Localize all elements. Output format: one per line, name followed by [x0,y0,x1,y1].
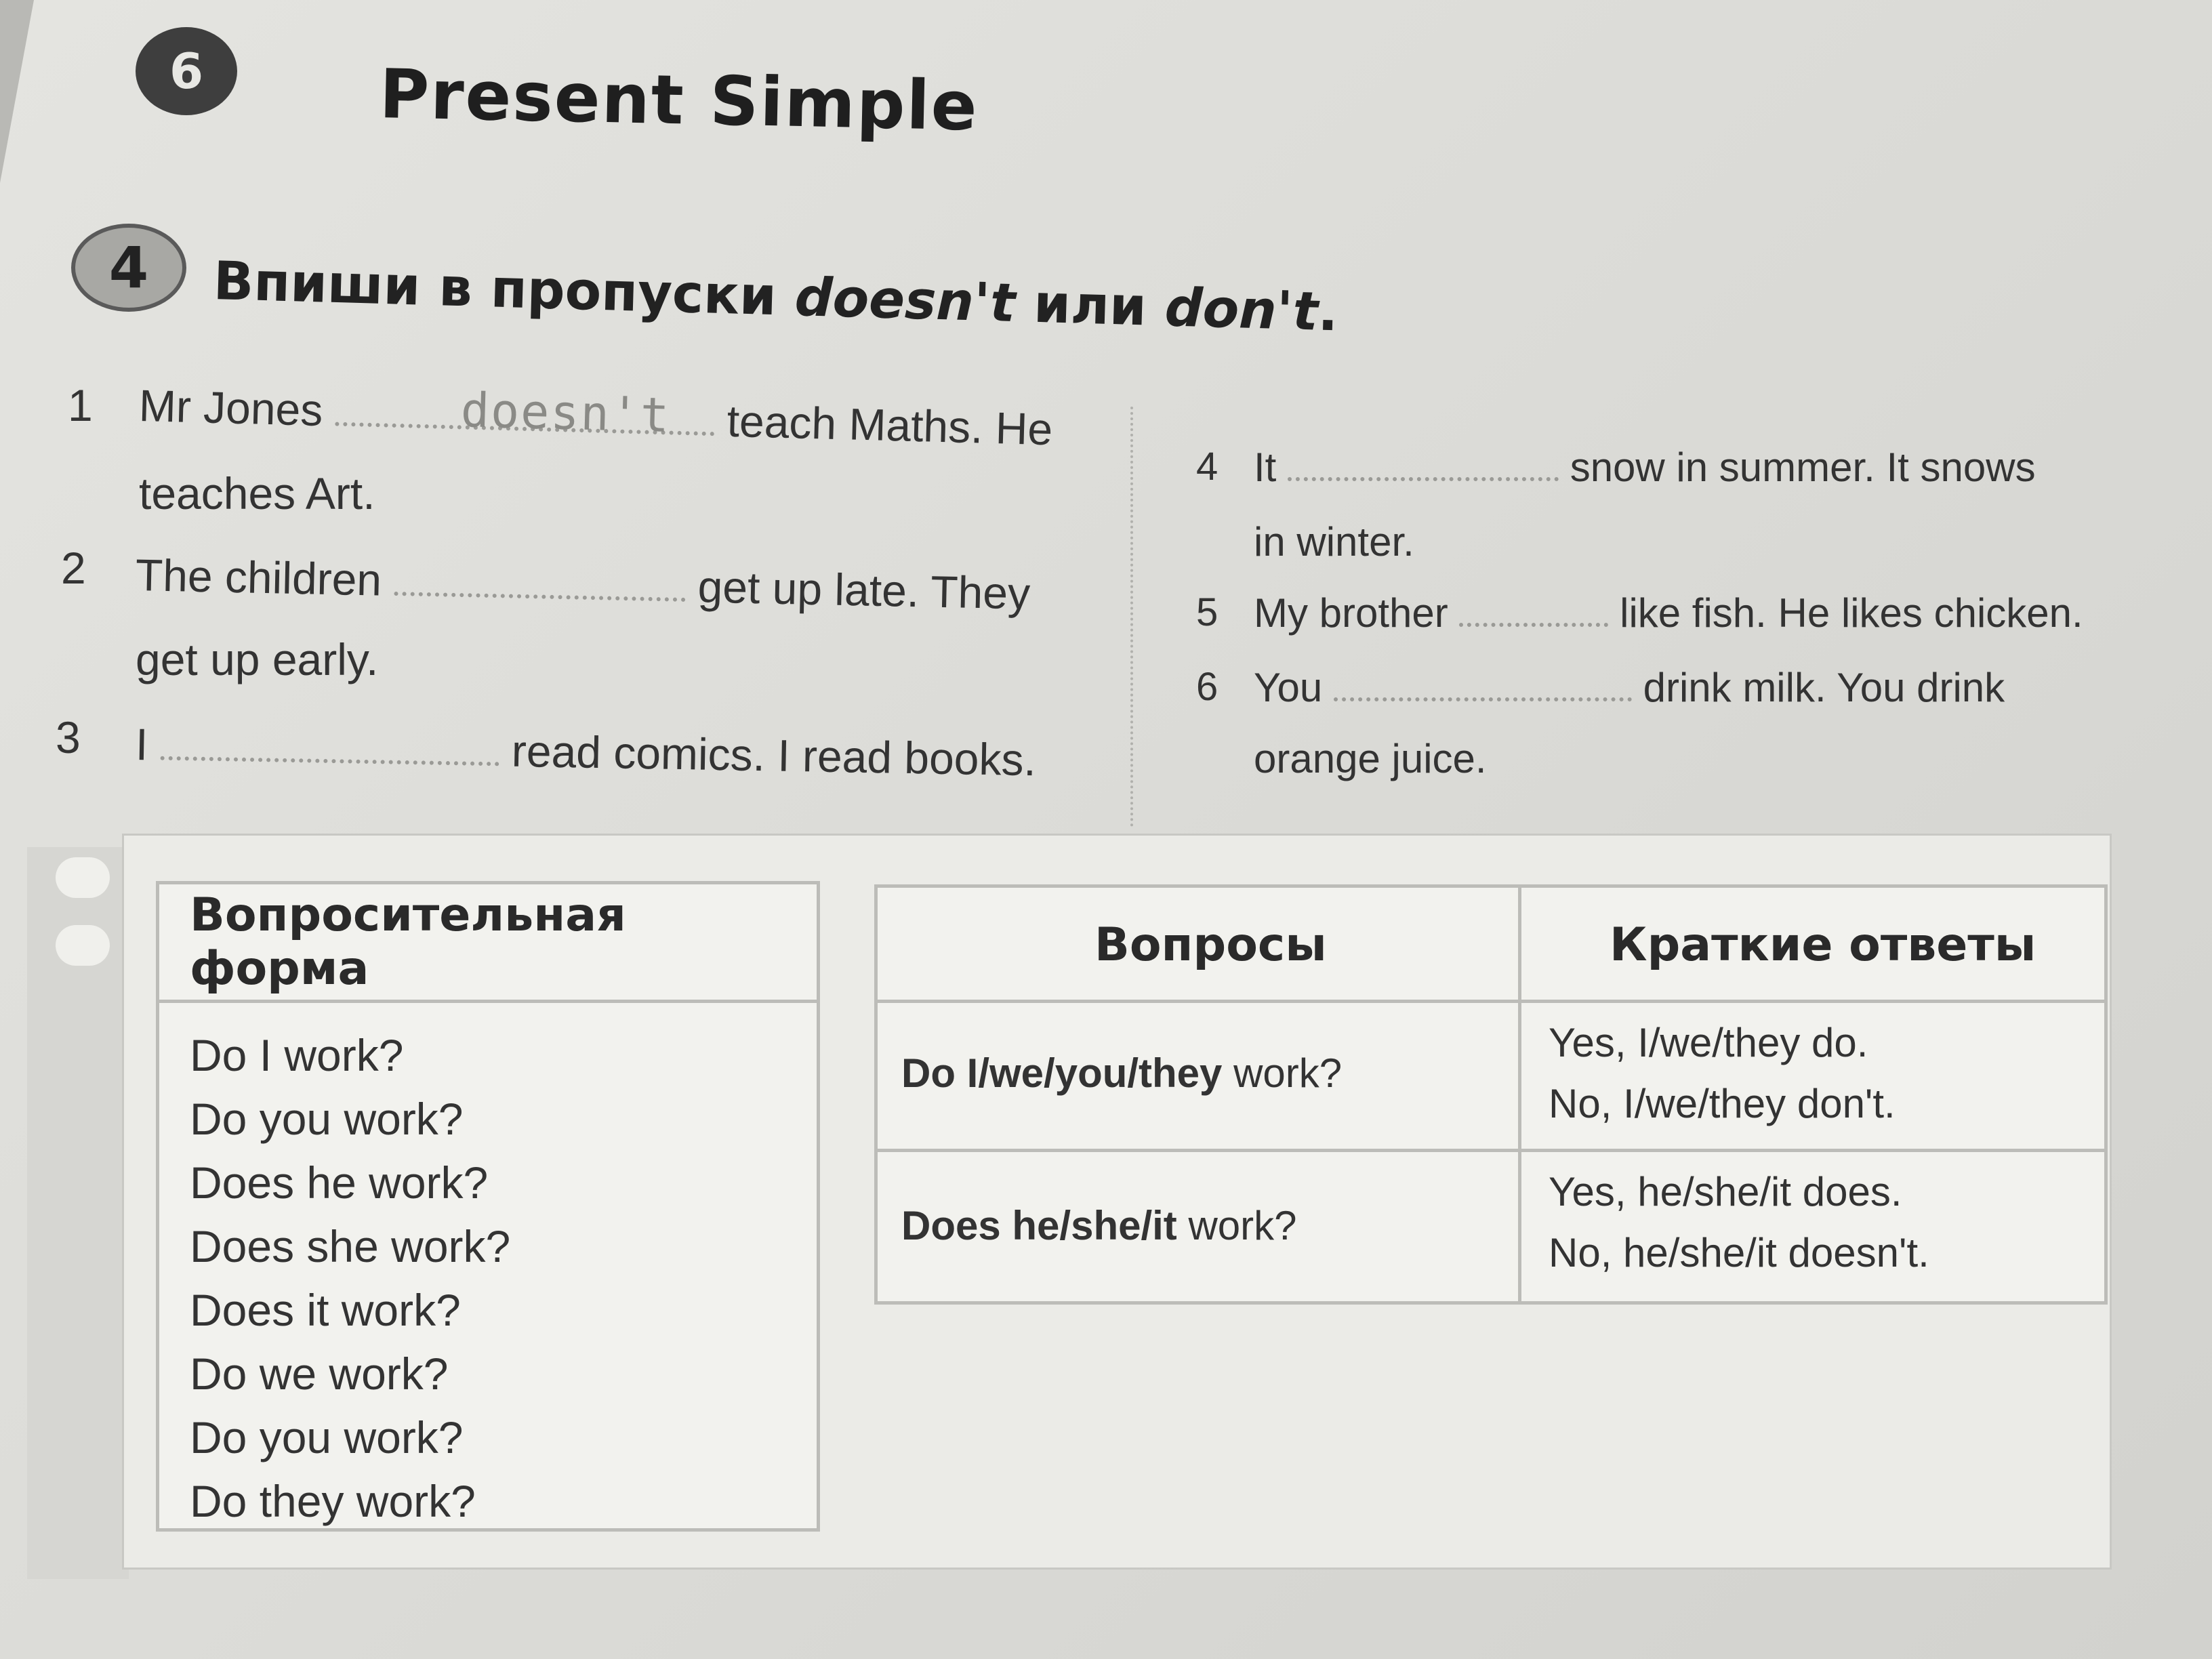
item-6-rest: drink milk. You drink [1643,665,2005,710]
item-3-number: 3 [56,712,81,762]
item-6-number: 6 [1196,665,1218,709]
item-5-subject: My brother [1254,590,1448,636]
question-form-row: Do we work? [190,1349,449,1399]
question-subject: Do I/we/you/they [901,1050,1223,1096]
item-5-number: 5 [1196,590,1218,634]
short-answers-table [874,884,2108,1305]
binder-hole [56,925,110,966]
short-answers-header: Краткие ответы [1610,918,2036,972]
question-cell [901,1196,1297,1256]
question-subject: Does he/she/it [901,1203,1177,1248]
question-form-row: Does she work? [190,1221,511,1271]
question-form-row: Does he work? [190,1158,489,1208]
question-form-row: Do you work? [190,1094,464,1144]
item-2-rest: get up late. They [697,561,1031,619]
question-form-row: Do you work? [190,1412,464,1462]
item-6-blank[interactable] [1334,684,1632,701]
item-2-blank[interactable] [394,578,685,602]
instruction-word-doesnt: doesn't [794,266,1017,335]
question-form-row: Do they work? [190,1476,476,1526]
answer-yes: Yes, he/she/it does. [1549,1169,1902,1214]
question-verb: work? [1222,1050,1343,1096]
questions-header: Вопросы [1094,918,1327,972]
item-1-line-2: teaches Art. [139,468,375,518]
answer-no: No, he/she/it doesn't. [1549,1230,1929,1275]
item-2-line-1 [135,549,1031,619]
item-4-blank[interactable] [1288,464,1559,481]
item-5-line-1 [1254,590,2083,636]
unit-number-badge: 6 [136,27,237,115]
question-form-row: Does it work? [190,1285,461,1335]
answer-no: No, I/we/they don't. [1549,1081,1896,1126]
item-1-subject: Mr Jones [138,380,324,436]
item-6-line-1 [1254,664,2005,711]
answer-yes: Yes, I/we/they do. [1549,1020,1868,1065]
short-answers-column-divider [1518,888,1521,1301]
item-3-line-1 [135,718,1036,785]
item-4-rest: snow in summer. It snows [1570,445,2036,490]
exercise-number-badge: 4 [71,224,186,312]
item-3-blank[interactable] [160,743,499,766]
instruction-word-dont: don't [1164,277,1319,343]
page-corner [0,0,34,183]
column-separator [1130,407,1133,827]
question-form-table [156,881,820,1532]
question-form-header: Вопросительная форма [159,884,817,1003]
item-6-line-2: orange juice. [1254,736,1487,781]
unit-title: Present Simple [378,54,979,146]
question-verb: work? [1176,1203,1297,1248]
item-2-subject: The children [135,550,382,605]
item-3-rest: read comics. I read books. [511,725,1037,785]
question-form-body [159,1003,817,1533]
item-5-blank[interactable] [1459,609,1608,627]
item-6-subject: You [1254,665,1323,710]
binder-hole [56,857,110,898]
item-2-number: 2 [61,543,86,593]
item-2-line-2: get up early. [136,634,379,684]
question-cell [901,1044,1342,1103]
item-5-rest: like fish. He likes chicken. [1620,590,2083,636]
item-1-answer: doesn't [459,382,672,444]
item-4-number: 4 [1196,445,1218,489]
exercise-instruction [213,251,1339,343]
instruction-end: . [1317,281,1339,344]
item-4-line-2: in winter. [1254,519,1414,565]
item-3-subject: I [135,719,148,770]
item-4-line-1 [1254,444,2036,491]
question-form-row: Do I work? [190,1030,404,1080]
item-1-number: 1 [68,380,93,430]
instruction-prefix: Впиши в пропуски [212,251,796,328]
item-1-rest: teach Maths. He [726,395,1054,455]
item-4-subject: It [1254,445,1277,490]
instruction-mid: или [1014,273,1166,339]
